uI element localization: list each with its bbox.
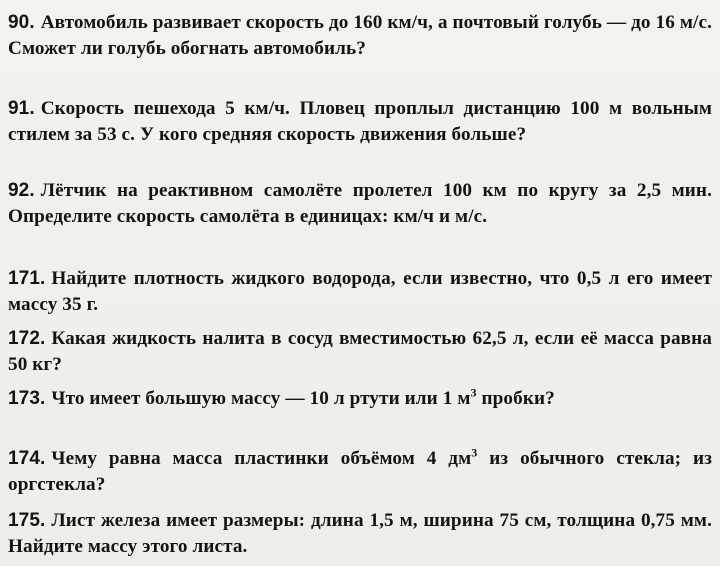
problem-90 <box>8 10 712 61</box>
problem-text-continued: из обычного стекла; из оргстекла? <box>8 448 713 495</box>
problem-text: Лист железа имеет размеры: длина 1,5 м, ширина 75 см, толщина 0,75 мм. Найдите массу этого листа. <box>8 510 712 557</box>
problem-text-continued: пробки? <box>476 388 555 409</box>
problem-number: 92. <box>8 180 35 201</box>
problem-text: Какая жидкость налита в сосуд вместимостью 62,5 л, если её масса равна 50 кг? <box>8 328 712 375</box>
problem-number: 175. <box>8 510 46 531</box>
superscript: 3 <box>471 445 478 460</box>
problem-text: Что имеет большую массу — 10 л ртути или 1 м <box>51 388 471 409</box>
problem-text: Автомобиль развивает скорость до 160 км/ч, а почтовый голубь — до 16 м/с. Сможет ли голубь обогнать автомобиль? <box>8 12 712 59</box>
problem-number: 90. <box>8 12 35 33</box>
problem-number: 171. <box>8 268 46 289</box>
problem-92 <box>8 178 712 229</box>
problem-172 <box>8 326 712 377</box>
problem-number: 173. <box>8 388 46 409</box>
problem-number: 174. <box>8 448 46 469</box>
problem-175 <box>8 508 712 559</box>
problem-text: Найдите плотность жидкого водорода, если известно, что 0,5 л его имеет массу 35 г. <box>8 268 712 315</box>
problem-173 <box>8 386 712 412</box>
problem-91 <box>8 96 712 147</box>
problem-174 <box>8 446 712 497</box>
problem-171 <box>8 266 712 317</box>
problem-text: Чему равна масса пластинки объёмом 4 дм <box>51 448 472 469</box>
problem-text: Скорость пешехода 5 км/ч. Пловец проплыл дистанцию 100 м вольным стилем за 53 с. У кого средняя скорость движения больше? <box>8 98 712 145</box>
superscript: 3 <box>470 385 477 400</box>
problem-number: 172. <box>8 328 46 349</box>
problem-number: 91. <box>8 98 35 119</box>
problem-text: Лётчик на реактивном самолёте пролетел 100 км по кругу за 2,5 мин. Определите скорость самолёта в единицах: км/ч и м/с. <box>8 180 712 227</box>
